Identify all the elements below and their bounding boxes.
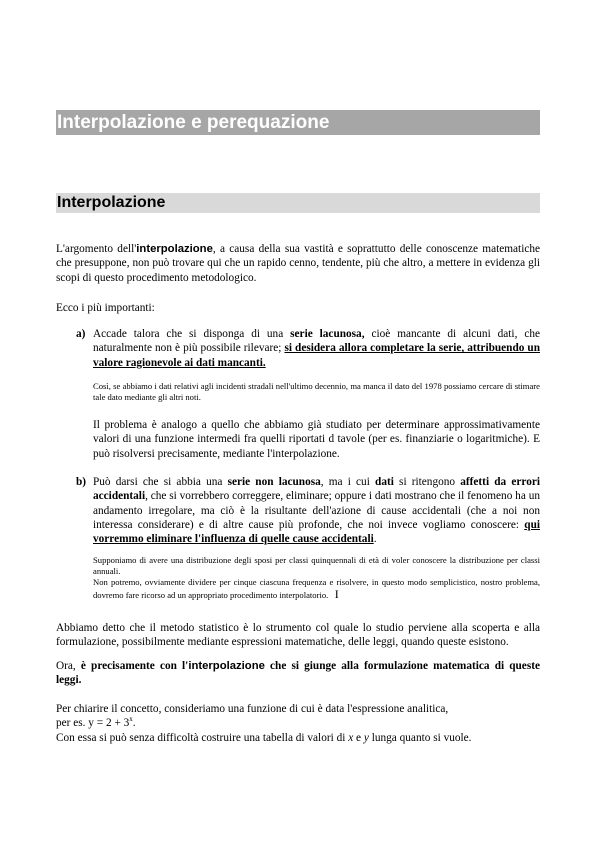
example-note: Così, se abbiamo i dati relativi agli incidenti stradali nell'ultimo decennio, ma manca il dato del 1978 possiamo cercare di stimare tale dato mediante gli altri noti. (93, 381, 540, 403)
text-cursor: I (334, 586, 339, 601)
intro-paragraph: L'argomento dell'interpolazione, a causa della sua vastità e soprattutto delle conoscenze matematiche che presuppone, non può trovare qui che un rapido cenno, tendente, più che altro, a mettere in evidenza gli scopi di questo procedimento metodologico. (56, 243, 541, 284)
list-item-text: Accade talora che si disponga di una serie lacunosa, cioè mancante di alcuni dati, che naturalmente non è più possibile rilevare; si desidera allora completare la serie, attribuendo un valore ragionevole ai dati mancanti. (93, 328, 540, 369)
list-item-b (76, 475, 540, 546)
list-marker: b) (76, 476, 87, 488)
keyword-interpolazione: interpolazione (188, 660, 265, 672)
list-marker: a) (76, 328, 86, 340)
paragraph: Ora, è precisamente con l'interpolazione che si giunge alla formulazione matematica di queste leggi. (56, 660, 540, 687)
lead-paragraph: Ecco i più importanti: (56, 302, 155, 314)
paragraph: Abbiamo detto che il metodo statistico è lo strumento col quale lo studio perviene alla scoperta e alla formulazione, possibilmente mediante espressioni matematiche, delle leggi, quando queste esistono. (56, 622, 540, 649)
section-heading: Interpolazione (56, 193, 540, 213)
keyword-interpolazione: interpolazione (136, 243, 213, 255)
list-item-text: Può darsi che si abbia una serie non lacunosa, ma i cui dati si ritengono affetti da errori accidentali, che si vorrebbero correggere, eliminare; oppure i dati mostrano che il fenomeno ha un andamento irregolare, ma ciò è la risultante dell'azione di cause accidentali (che a noi non interessa considerare) e di altre cause più profonde, che noi invece vogliamo conoscere: qui vorremmo eliminare l'influenza di quelle cause accidentali. (93, 476, 540, 546)
page-title: Interpolazione e perequazione (56, 110, 540, 135)
note-paragraph: Il problema è analogo a quello che abbiamo già studiato per determinare approssimativamente valori di una funzione intermedi fra quelli riportati d tavole (per es. finanziarie o logaritmiche). E può risolversi precisamente, mediante l'interpolazione. (93, 419, 540, 460)
list-item-a (76, 327, 540, 370)
paragraph: Per chiarire il concetto, consideriamo una funzione di cui è data l'espressione analitica, per es. $y = 2 + 3^x$. Con essa si può senza difficoltà costruire una tabella di valori di x e y lunga quanto si vuole. (56, 703, 472, 744)
example-note: Supponiamo di avere una distribuzione degli sposi per classi quinquennali di età di voler conoscere la distribuzione per classi annuali. Non potremo, ovviamente dividere per cinque ciascuna frequenza e risolvere, in questo modo semplicistico, nostro problema, dovremo fare ricorso ad un appropriato procedimento interpolatorio. I (93, 555, 540, 601)
